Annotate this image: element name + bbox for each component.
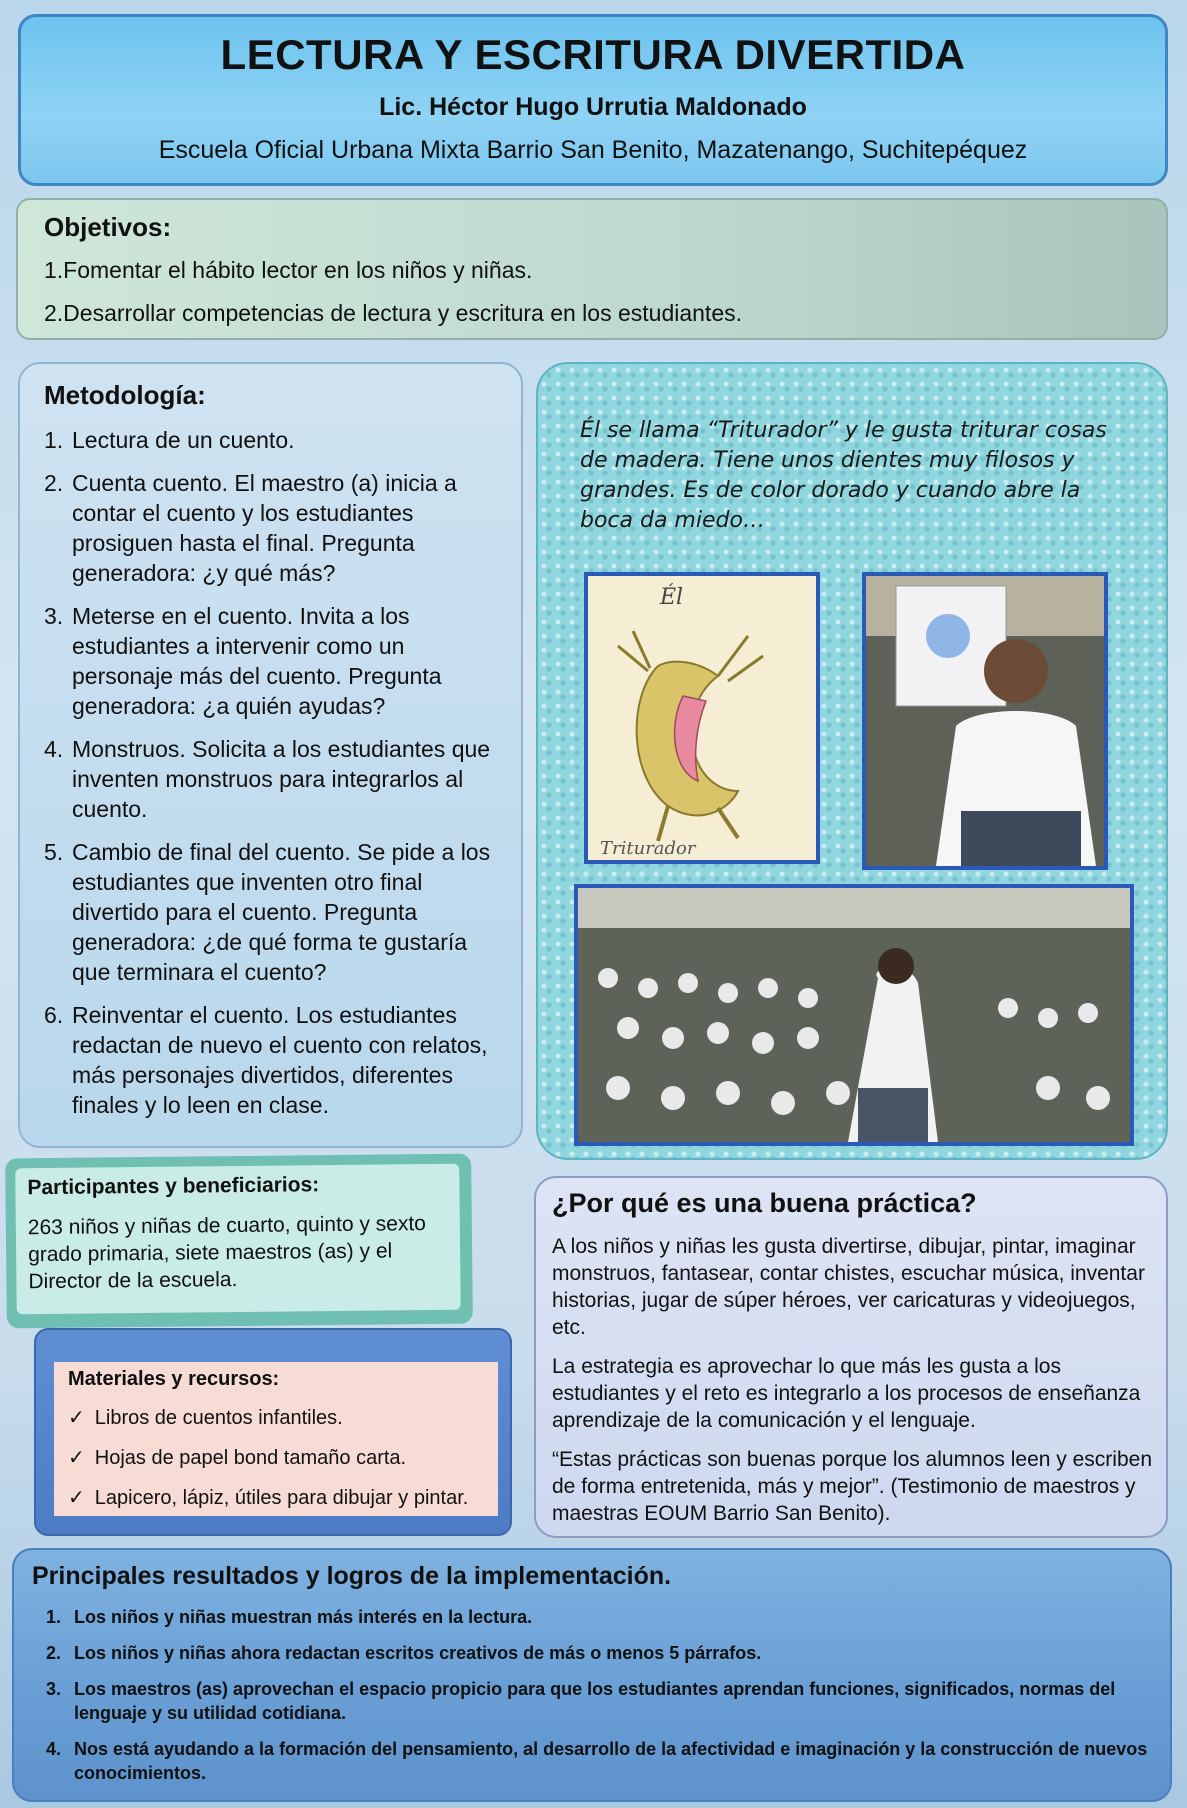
participants-heading: Participantes y beneficiarios: <box>27 1173 320 1200</box>
check-icon: ✓ <box>68 1407 85 1429</box>
student-holding-drawing-photo <box>862 572 1108 870</box>
materials-item: ✓ Lapicero, lápiz, útiles para dibujar y pintar. <box>68 1487 469 1509</box>
good-practice-paragraph: “Estas prácticas son buenas porque los alumnos leen y escriben de forma entretenida, más y mejor”. (Testimonio de maestros y maestras EOUM Barrio San Benito). <box>552 1448 1152 1525</box>
drawing-label-top: Él <box>660 585 684 610</box>
methodology-panel <box>18 362 523 1148</box>
methodology-item: 2. Cuenta cuento. El maestro (a) inicia a contar el cuento y los estudiantes prosiguen hasta el final. Pregunta generadora: ¿y qué más? <box>44 470 457 586</box>
methodology-list <box>44 425 501 1120</box>
results-list <box>32 1605 1150 1785</box>
objective-item: 2.Desarrollar competencias de lectura y escritura en los estudiantes. <box>44 300 743 326</box>
methodology-heading: Metodología: <box>44 380 206 410</box>
materials-panel <box>34 1328 512 1536</box>
materials-item: ✓ Libros de cuentos infantiles. <box>68 1407 343 1429</box>
student-photo-illustration <box>866 576 1104 866</box>
assembly-photo-illustration <box>578 888 1130 1142</box>
objectives-heading: Objetivos: <box>44 212 172 242</box>
poster-header <box>18 14 1168 186</box>
objective-item: 1.Fomentar el hábito lector en los niños y niñas. <box>44 257 533 283</box>
poster-title: LECTURA Y ESCRITURA DIVERTIDA <box>220 31 966 78</box>
good-practice-paragraph: La estrategia es aprovechar lo que más les gusta a los estudiantes y el reto es integrarlo a los procesos de enseñanza aprendizaje de la comunicación y el lenguaje. <box>552 1355 1141 1432</box>
good-practice-paragraph: A los niños y niñas les gusta divertirse, dibujar, pintar, imaginar monstruos, fantasear, contar chistes, escuchar música, inventar historias, jugar de súper héroes, ver caricaturas y videojuegos, etc. <box>552 1235 1145 1339</box>
good-practice-heading: ¿Por qué es una buena práctica? <box>552 1188 977 1218</box>
good-practice-panel <box>534 1176 1168 1538</box>
methodology-item: 4. Monstruos. Solicita a los estudiantes que inventen monstruos para integrarlos al cuento. <box>44 736 491 822</box>
participants-text: 263 niños y niñas de cuarto, quinto y sexto grado primaria, siete maestros (as) y el Director de la escuela. <box>27 1212 427 1294</box>
author-name: Lic. Héctor Hugo Urrutia Maldonado <box>379 93 807 121</box>
results-item: 3. Los maestros (as) aprovechan el espacio propicio para que los estudiantes aprendan funciones, significados, normas del lenguaje y su utilidad cotidiana. <box>46 1679 1116 1723</box>
school-name: Escuela Oficial Urbana Mixta Barrio San Benito, Mazatenango, Suchitepéquez <box>158 136 1028 164</box>
materials-item: ✓ Hojas de papel bond tamaño carta. <box>68 1447 407 1469</box>
methodology-item: 5. Cambio de final del cuento. Se pide a los estudiantes que inventen otro final divertido para el cuento. Pregunta generadora: ¿de qué forma te gustaría que terminara el cuento? <box>44 839 491 985</box>
results-heading: Principales resultados y logros de la implementación. <box>32 1562 672 1590</box>
check-icon: ✓ <box>68 1487 85 1509</box>
materials-content <box>54 1362 498 1516</box>
participants-panel <box>5 1154 473 1329</box>
monster-drawing <box>588 576 816 860</box>
materials-list <box>68 1405 484 1510</box>
story-panel <box>536 362 1168 1160</box>
students-assembly-photo <box>574 884 1134 1146</box>
objectives-panel <box>16 198 1168 340</box>
drawing-label-bottom: Triturador <box>600 838 696 859</box>
monster-drawing-photo <box>584 572 820 864</box>
participants-content <box>15 1164 461 1315</box>
story-text: Él se llama “Triturador” y le gusta triturar cosas de madera. Tiene unos dientes muy filosos y grandes. Es de color dorado y cuando abre la boca da miedo… <box>580 418 1107 533</box>
results-item: 1. Los niños y niñas muestran más interés en la lectura. <box>46 1607 533 1627</box>
materials-heading: Materiales y recursos: <box>68 1368 280 1390</box>
check-icon: ✓ <box>68 1447 85 1469</box>
methodology-item: 6. Reinventar el cuento. Los estudiantes redactan de nuevo el cuento con relatos, más personajes divertidos, diferentes finales y lo leen en clase. <box>44 1002 488 1118</box>
results-panel <box>12 1548 1172 1802</box>
methodology-item: 1. Lectura de un cuento. <box>44 427 295 453</box>
results-item: 2. Los niños y niñas ahora redactan escritos creativos de más o menos 5 párrafos. <box>46 1643 762 1663</box>
results-item: 4. Nos está ayudando a la formación del pensamiento, al desarrollo de la afectividad e imaginación y la construcción de nuevos conocimientos. <box>46 1739 1148 1783</box>
methodology-item: 3. Meterse en el cuento. Invita a los estudiantes a intervenir como un personaje más del cuento. Pregunta generadora: ¿a quién ayudas? <box>44 603 442 719</box>
